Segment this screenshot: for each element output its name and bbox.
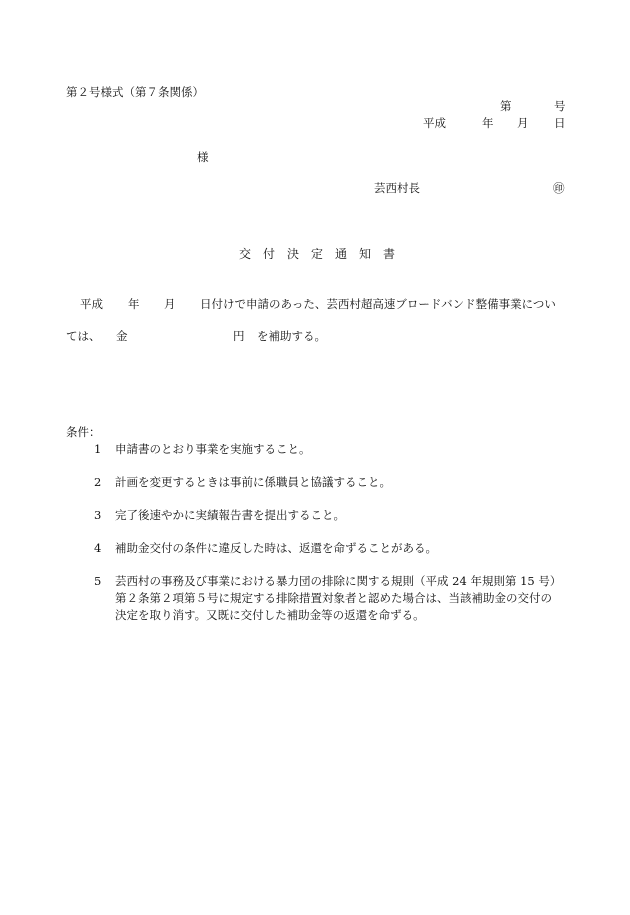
condition-text: 申請書のとおり事業を実施すること。 <box>115 442 311 456</box>
condition-text-line3: 決定を取り消す。又既に交付した補助金等の返還を命ずる。 <box>115 608 425 622</box>
addressee-sama: 様 <box>197 150 209 164</box>
condition-number: 5 <box>94 574 102 588</box>
body-line1-text: 日付けで申請のあった、芸西村超高速ブロードバンド整備事業につい <box>200 297 556 311</box>
condition-number: 3 <box>94 508 102 522</box>
condition-text: 補助金交付の条件に違反した時は、返還を命ずることがある。 <box>115 541 437 555</box>
condition-text-line1: 芸西村の事務及び事業における暴力団の排除に関する規則（平成 24 年規則第 15 号） <box>115 574 562 588</box>
condition-number: 4 <box>94 541 102 555</box>
body-kin: 金 <box>116 329 128 343</box>
condition-text-line2: 第２条第２項第５号に規定する排除措置対象者と認めた場合は、当該補助金の交付の <box>115 591 552 605</box>
issuer-name: 芸西村長 <box>374 181 420 195</box>
number-gou: 号 <box>554 99 566 113</box>
date-heisei: 平成 <box>423 116 446 130</box>
conditions-heading: 条件： <box>66 425 101 439</box>
body-month: 月 <box>164 297 176 311</box>
document-title: 交 付 決 定 通 知 書 <box>239 247 396 261</box>
form-label: 第２号様式（第７条関係） <box>66 85 204 99</box>
date-day: 日 <box>554 116 566 130</box>
number-dai: 第 <box>500 99 512 113</box>
body-heisei: 平成 <box>80 297 103 311</box>
date-year: 年 <box>482 116 494 130</box>
condition-number: 2 <box>94 475 102 489</box>
body-yen: 円 <box>233 329 245 343</box>
body-year: 年 <box>128 297 140 311</box>
condition-number: 1 <box>94 442 102 456</box>
date-month: 月 <box>517 116 529 130</box>
seal-mark: ㊞ <box>553 181 565 195</box>
condition-text: 計画を変更するときは事前に係職員と協議すること。 <box>115 475 391 489</box>
condition-text: 完了後速やかに実績報告書を提出すること。 <box>115 508 345 522</box>
body-suffix: を補助する。 <box>257 329 326 343</box>
body-prefix: ては、 <box>66 329 101 343</box>
